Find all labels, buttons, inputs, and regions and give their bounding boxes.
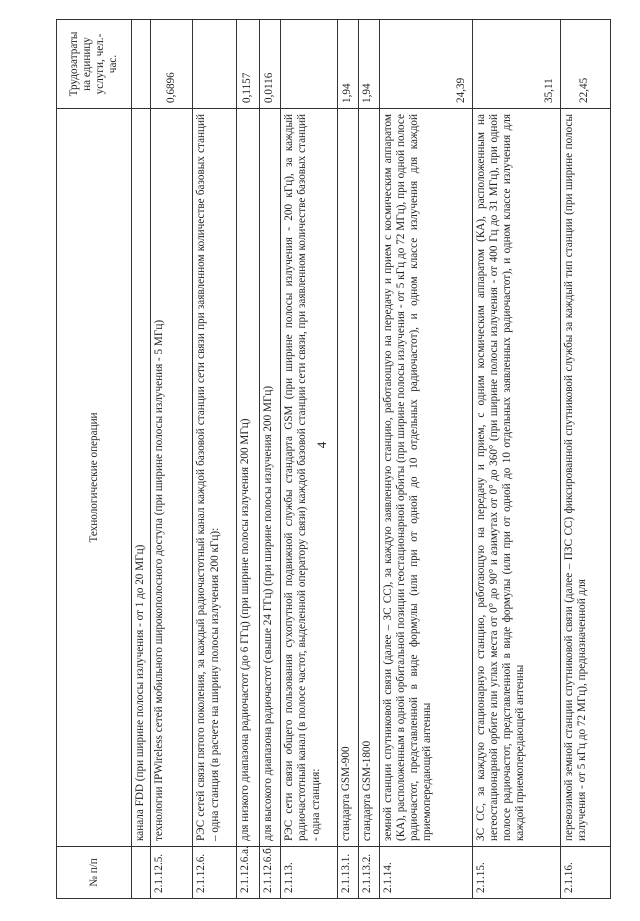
table-row: [560, 20, 610, 899]
row-text: стандарта GSM-1800: [358, 109, 379, 847]
table-row: [260, 20, 281, 899]
page-number: 4: [314, 441, 329, 449]
table-row: [337, 20, 358, 899]
rotated-table-container: [56, 20, 611, 899]
row-value: 1,94: [337, 20, 358, 109]
row-num: 2.1.15.: [472, 847, 560, 899]
operations-table: [56, 19, 611, 899]
header-operation: Технологические операции: [57, 109, 132, 847]
row-value: 0,0116: [260, 20, 281, 109]
row-num: 2.1.12.6.б.: [260, 847, 281, 899]
row-value: 0,1157: [237, 20, 260, 109]
table-row: [379, 20, 472, 899]
row-text: РЭС сети связи общего пользования сухопутной подвижной службы стандарта GSM (при ширине полосы излучения - 200 кГц), за каждый радиочастотный канал (в полосе частот, выделенной оператору связи) каждой базовой станции сети связи, при заявленном количестве базовых станций - одна станция:: [281, 109, 338, 847]
row-value: [193, 20, 237, 109]
table-header-row: [57, 20, 132, 899]
row-num: 2.1.14.: [379, 847, 472, 899]
table-row: [132, 20, 151, 899]
row-text: для низкого диапазона радиочастот (до 6 ГГц) (при ширине полосы излучения 200 МГц): [237, 109, 260, 847]
row-text: перевозимой земной станции спутниковой связи (далее – ПЗС СС) фиксированной спутниковой службы за каждый тип станции (при ширине полосы излучения - от 5 кГц до 72 МГц), предназначенной для: [560, 109, 610, 847]
row-num: 2.1.12.6.а.: [237, 847, 260, 899]
row-value: [132, 20, 151, 109]
row-value: 35,11: [472, 20, 560, 109]
table-row: [472, 20, 560, 899]
row-value: 24,39: [379, 20, 472, 109]
row-num: 2.1.16.: [560, 847, 610, 899]
row-value: 1,94: [358, 20, 379, 109]
table-row: [237, 20, 260, 899]
row-num: 2.1.12.5.: [151, 847, 193, 899]
row-value: 22,45: [560, 20, 610, 109]
table-row: [151, 20, 193, 899]
row-text: ЗС СС, за каждую стационарную станцию, работающую на передачу и прием, с одним космическим аппаратом (КА), расположенным на негеостационарной орбите или углах места от 0° до 90° и азимутах от 0° до 360° (при ширине полосы излучения - от 400 Гц до 31 МГц), при одной полосе радиочастот, представленной в виде формулы (или при от одной до 10 отдельных заявленных радиочастот), и одном классе излучения для каждой приемопередающей антенны: [472, 109, 560, 847]
row-num: 2.1.12.6.: [193, 847, 237, 899]
row-num: 2.1.13.2.: [358, 847, 379, 899]
table-row: [358, 20, 379, 899]
row-text: стандарта GSM-900: [337, 109, 358, 847]
row-text: земной станции спутниковой связи (далее – ЗС СС), за каждую заявленную станцию, работающую на передачу и прием с космическим аппаратом (КА), расположенным в одной орбитальной позиции геостационарной орбиты (при ширине полосы излучения - от 5 кГц до 72 МГц), при одной полосе радиочастот, представленной в виде формулы (или при от одной до 10 отдельных радиочастот), и одном классе излучения для каждой приемопередающей антенны: [379, 109, 472, 847]
row-num: [132, 847, 151, 899]
row-text: РЭС сетей связи пятого поколения, за каждый радиочастотный канал каждой базовой станции сети связи при заявленном количестве базовых станций – одна станция (в расчете на ширину полосы излучения 200 кГц):: [193, 109, 237, 847]
table-row: [193, 20, 237, 899]
row-text: для высокого диапазона радиочастот (свыше 24 ГГц) (при ширине полосы излучения 200 МГц): [260, 109, 281, 847]
row-text: технологии IPWireless сетей мобильного широкополосного доступа (при ширине полосы излучения - 5 МГц): [151, 109, 193, 847]
header-labor: Трудозатраты на единицу услуги, чел.-час.: [57, 20, 132, 109]
row-value: [281, 20, 338, 109]
table-row: [281, 20, 338, 899]
row-value: 0,6896: [151, 20, 193, 109]
row-text: канала FDD (при ширине полосы излучения - от 1 до 20 МГц): [132, 109, 151, 847]
header-num: № п/п: [57, 847, 132, 899]
row-num: 2.1.13.1.: [337, 847, 358, 899]
row-num: 2.1.13.: [281, 847, 338, 899]
